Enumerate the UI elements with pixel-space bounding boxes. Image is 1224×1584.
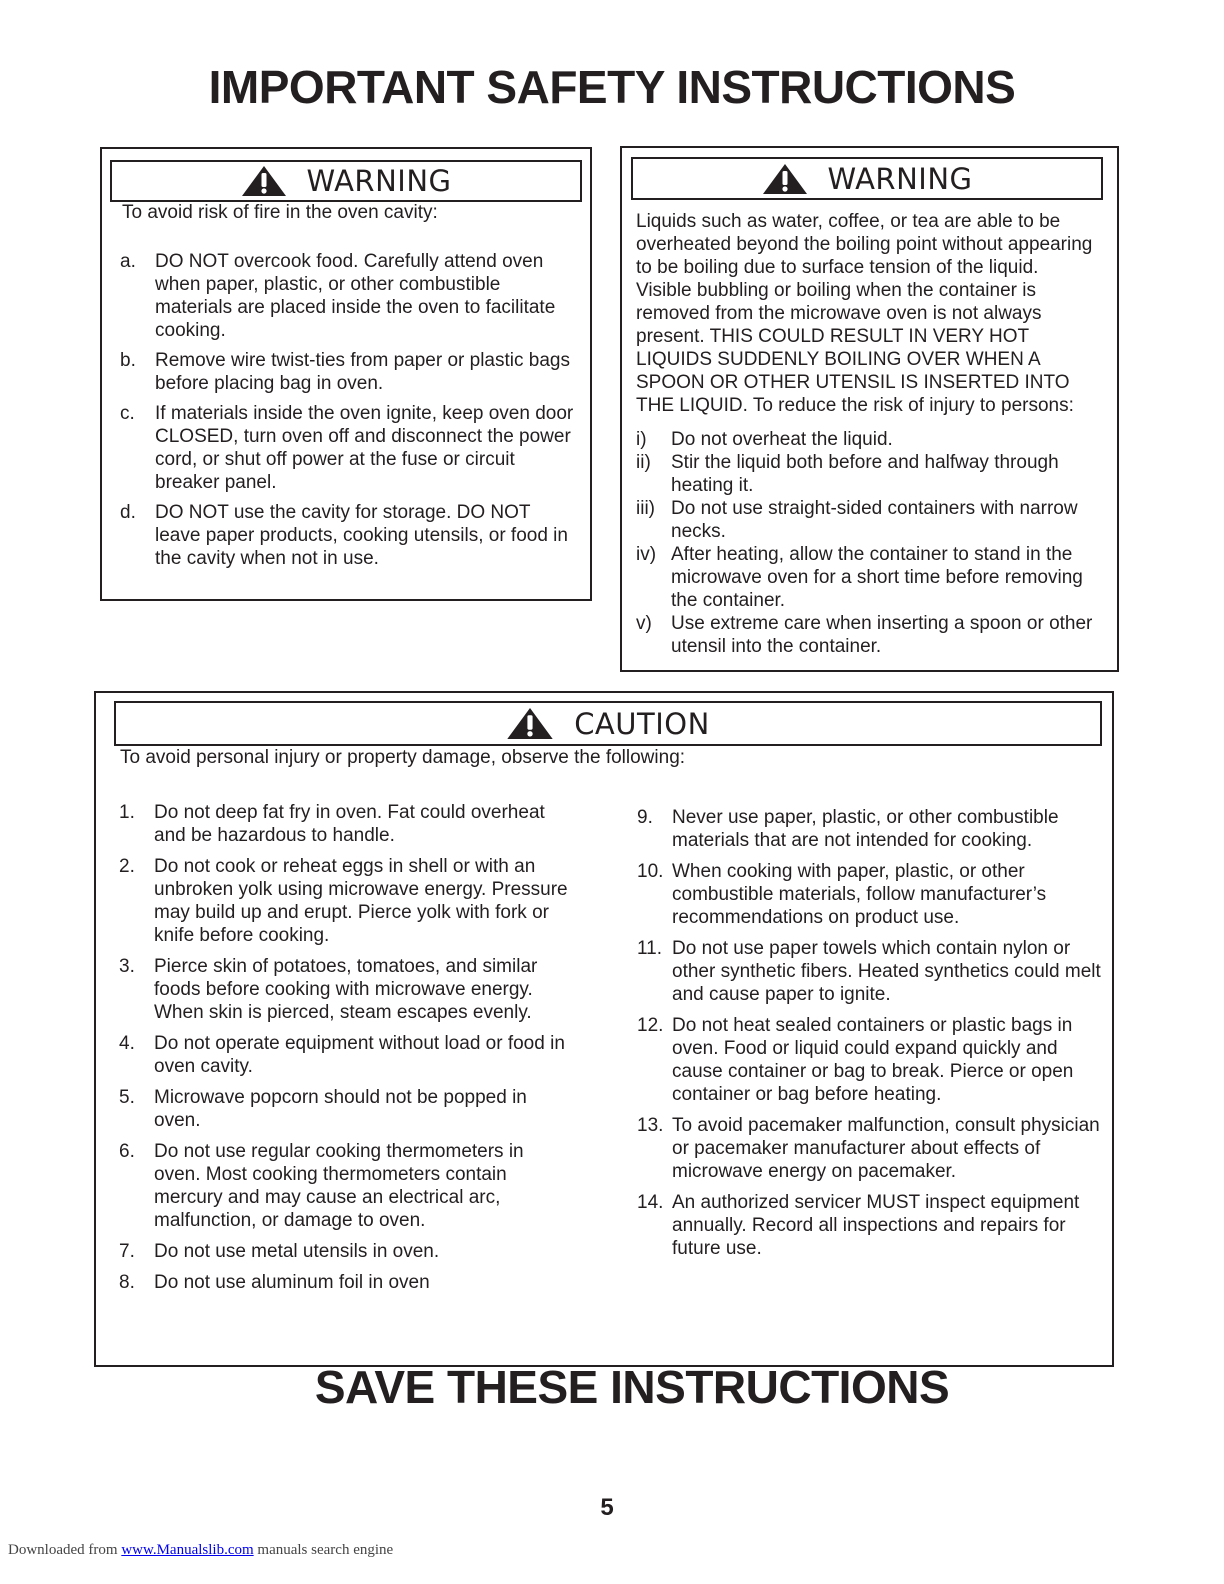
list-marker: 13. (637, 1115, 664, 1136)
list-item (120, 402, 575, 494)
list-marker: b. (120, 350, 136, 371)
list-item-text: Remove wire twist-ties from paper or plastic bags before placing bag in oven. (155, 350, 570, 394)
list-item (119, 855, 569, 947)
list-item-text: Do not operate equipment without load or food in oven cavity. (154, 1033, 565, 1077)
list-item-text: Do not use aluminum foil in oven (154, 1272, 430, 1293)
list-item-text: Never use paper, plastic, or other combustible materials that are not intended for cooking. (672, 807, 1059, 851)
list-item-text: Do not heat sealed containers or plastic bags in oven. Food or liquid could expand quickly and cause container or bag to break. Pierce or open container or bag before heating. (672, 1015, 1074, 1105)
warning-liquids-intro: Liquids such as water, coffee, or tea are able to be overheated beyond the boiling point without appearing to be boiling due to surface tension of the liquid. Visible bubbling or boiling when the container is removed from the microwave oven is not always present. THIS COULD RESULT IN VERY HOT LIQUIDS SUDDENLY BOILING OVER WHEN A SPOON OR OTHER UTENSIL IS INSERTED INTO THE LIQUID. To reduce the risk of injury to persons: (636, 211, 1093, 416)
list-item-text: Do not use straight-sided containers with narrow necks. (671, 498, 1078, 542)
list-item (637, 806, 1102, 852)
list-item (119, 955, 569, 1024)
list-item (636, 543, 1106, 612)
warning-fire-intro: To avoid risk of fire in the oven cavity: (122, 202, 438, 223)
list-item-text: Pierce skin of potatoes, tomatoes, and similar foods before cooking with microwave energy. When skin is pierced, steam escapes evenly. (154, 956, 538, 1023)
list-item-text: If materials inside the oven ignite, keep oven door CLOSED, turn oven off and disconnect the power cord, or shut off power at the fuse or circuit breaker panel. (155, 403, 574, 493)
list-item (636, 497, 1106, 543)
warning-fire-list (120, 250, 575, 577)
list-marker: 7. (119, 1241, 135, 1262)
download-note-prefix: Downloaded from (8, 1542, 122, 1558)
list-item-text: DO NOT overcook food. Carefully attend oven when paper, plastic, or other combustible materials are placed inside the oven to facilitate cooking. (155, 251, 556, 341)
list-marker: iii) (636, 498, 655, 519)
manualslib-link[interactable]: www.Manualslib.com (121, 1542, 254, 1558)
list-item (119, 1271, 569, 1294)
list-item (637, 1191, 1102, 1260)
list-item (636, 612, 1106, 658)
list-marker: 5. (119, 1087, 135, 1108)
list-item (636, 428, 1106, 451)
list-marker: i) (636, 429, 647, 450)
save-instructions-title: SAVE THESE INSTRUCTIONS (314, 1361, 950, 1413)
list-item-text: Stir the liquid both before and halfway through heating it. (671, 452, 1059, 496)
list-marker: 3. (119, 956, 135, 977)
list-marker: 11. (637, 938, 663, 959)
list-item (119, 1240, 569, 1263)
list-item (637, 1114, 1102, 1183)
list-marker: 8. (119, 1272, 135, 1293)
caution-list-left (119, 801, 569, 1302)
list-item (119, 1032, 569, 1078)
warning-fire-header (110, 160, 582, 202)
list-item-text: An authorized servicer MUST inspect equipment annually. Record all inspections and repairs for future use. (672, 1192, 1080, 1259)
list-item (636, 451, 1106, 497)
list-marker: 9. (637, 807, 653, 828)
list-marker: 1. (119, 802, 135, 823)
list-marker: 10. (637, 861, 664, 882)
caution-intro: To avoid personal injury or property damage, observe the following: (120, 747, 686, 768)
list-item-text: Do not use paper towels which contain nylon or other synthetic fibers. Heated synthetics could melt and cause paper to ignite. (672, 938, 1101, 1005)
list-item (119, 1140, 569, 1232)
list-marker: c. (120, 403, 135, 424)
list-marker: iv) (636, 544, 657, 565)
warning-triangle-icon (506, 707, 554, 740)
list-item (120, 349, 575, 395)
list-item-text: Do not cook or reheat eggs in shell or with an unbroken yolk using microwave energy. Pressure may build up and erupt. Pierce yolk with fork or knife before cooking. (154, 856, 568, 946)
page-number: 5 (600, 1494, 614, 1521)
list-item (637, 1014, 1102, 1106)
list-item-text: Do not use metal utensils in oven. (154, 1241, 440, 1262)
caution-list-right (637, 806, 1102, 1268)
list-marker: 14. (637, 1192, 664, 1213)
list-item (119, 801, 569, 847)
list-item (120, 250, 575, 342)
warning-liquids-header (631, 157, 1103, 200)
list-item-text: To avoid pacemaker malfunction, consult physician or pacemaker manufacturer about effects of microwave energy on pacemaker. (672, 1115, 1100, 1182)
list-marker: v) (636, 613, 652, 634)
list-marker: a. (120, 251, 136, 272)
warning-liquids-list (636, 428, 1106, 658)
warning-triangle-icon (241, 165, 287, 197)
download-note-suffix: manuals search engine (253, 1542, 394, 1558)
warning-liquids-header-label: WARNING (827, 161, 973, 196)
list-marker: 12. (637, 1015, 664, 1036)
list-item-text: Microwave popcorn should not be popped in oven. (154, 1087, 527, 1131)
list-marker: 4. (119, 1033, 135, 1054)
caution-header-label: CAUTION (574, 706, 710, 741)
list-item (637, 860, 1102, 929)
list-item (119, 1086, 569, 1132)
list-item-text: Do not overheat the liquid. (671, 429, 893, 450)
download-note (8, 1542, 393, 1559)
list-item-text: Use extreme care when inserting a spoon or other utensil into the container. (671, 613, 1093, 657)
list-item (637, 937, 1102, 1006)
list-marker: 6. (119, 1141, 135, 1162)
list-marker: 2. (119, 856, 135, 877)
list-item-text: Do not deep fat fry in oven. Fat could overheat and be hazardous to handle. (154, 802, 545, 846)
caution-header (114, 701, 1102, 746)
list-marker: d. (120, 502, 136, 523)
list-marker: ii) (636, 452, 651, 473)
list-item-text: After heating, allow the container to stand in the microwave oven for a short time before removing the container. (671, 544, 1083, 611)
list-item-text: When cooking with paper, plastic, or other combustible materials, follow manufacturer’s recommendations on product use. (672, 861, 1047, 928)
list-item-text: DO NOT use the cavity for storage. DO NOT leave paper products, cooking utensils, or food in the cavity when not in use. (155, 502, 568, 569)
list-item-text: Do not use regular cooking thermometers in oven. Most cooking thermometers contain mercury and may cause an electrical arc, malfunction, or damage to oven. (154, 1141, 524, 1231)
warning-triangle-icon (762, 163, 808, 195)
list-item (120, 501, 575, 570)
warning-fire-header-label: WARNING (306, 164, 452, 198)
page-title: IMPORTANT SAFETY INSTRUCTIONS (208, 61, 1016, 113)
